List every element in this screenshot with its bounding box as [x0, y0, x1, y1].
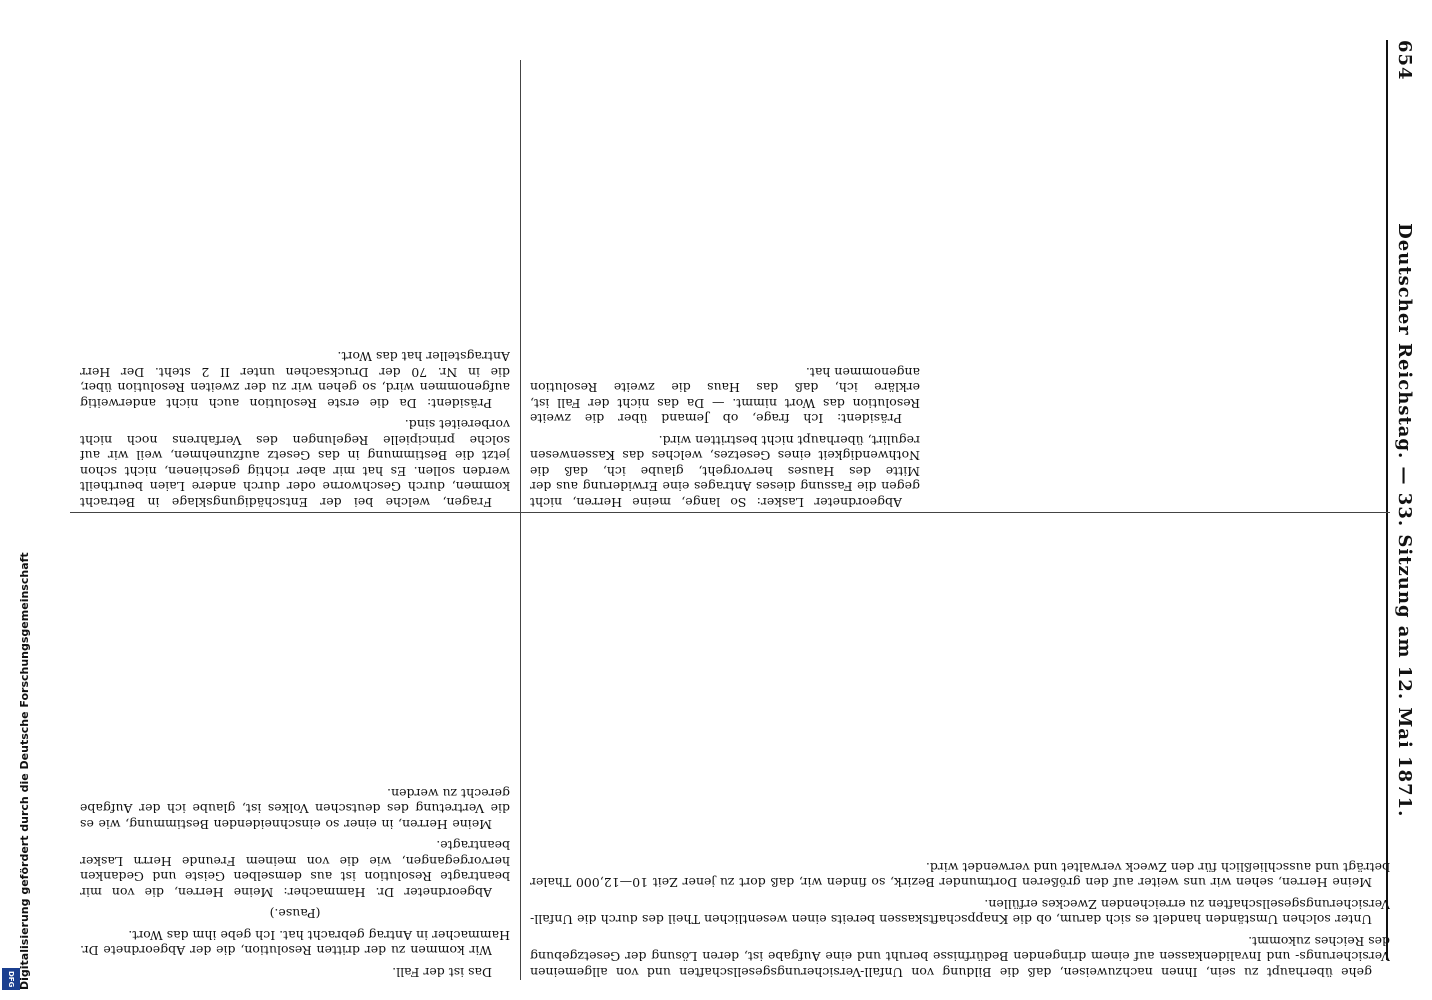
- section-divider: [70, 512, 1390, 513]
- digitization-attribution: Digitalisierung gefördert durch die Deutsche Forschungsgemeinschaft: [18, 552, 31, 990]
- paragraph: Präsident: Da die erste Resolution auch nicht anderweitig aufgenommen wird, so gehen wir zu der zweiten Resolution über, die in Nr. 70 der Drucksachen unter II 2 steht. Der Herr Antragsteller hat das Wort.: [80, 349, 510, 411]
- text-column-a: [80, 60, 510, 510]
- column-divider: [520, 60, 521, 980]
- paragraph: Meine Herren, sehen wir uns weiter auf den größeren Dortmunder Bezirk, so finden wir, daß dort zu jener Zeit 10—12,000 Thaler beträgt und ausschließlich für den Zweck verwaltet und verwendet wird.: [530, 860, 1390, 891]
- paragraph: Das ist der Fall.: [392, 965, 492, 980]
- paragraph: Wir kommen zu der dritten Resolution, die der Abgeordnete Dr. Hammacher in Antrag gebracht hat. Ich gebe ihm das Wort.: [80, 928, 510, 959]
- paragraph: Meine Herren, in einer so einschneidenden Bestimmung, wie es die Vertretung des deutschen Volkes ist, glaube ich der Aufgabe gerecht zu werden.: [80, 786, 510, 832]
- paragraph: Unter solchen Umständen handelt es sich darum, ob die Knappschaftskassen bereits einen wesentlichen Theil des durch die Unfall-Versicherungsgesellschaften zu erreichenden Zweckes erfüllen.: [530, 897, 1390, 928]
- paragraph: Fragen, welche bei der Entschädigungsklage in Betracht kommen, durch Geschworne oder durch andere Laien beurtheilt werden sollen. Es hat mir aber richtig geschienen, nicht schon jetzt die Bestimmung in das Gesetz aufzunehmen, weil wir auf solche principielle Regelungen des Verfahrens noch nicht vorbereitet sind.: [80, 417, 510, 510]
- paragraph: gehe überhaupt zu sein, Ihnen nachzuweisen, daß die Bildung von Unfall-Versicherungsgesellschaften und von allgemeinen Versicherungs- und Invalidenkassen auf einem dringenden Bedürfnisse beruht und eine Aufgabe ist, deren Lösung der Gesetzgebung des Reiches zukommt.: [530, 934, 1390, 980]
- paragraph: Abgeordneter Lasker: So lange, meine Herren, nicht gegen die Fassung dieses Antrages eine Erwiderung aus der Mitte des Hauses hervorgeht, glaube ich, daß die Nothwendigkeit eines Gesetzes, welches das Kassenwesen regulirt, überhaupt nicht bestritten wird.: [530, 433, 920, 510]
- dfg-logo-icon: DFG: [2, 968, 20, 990]
- page-number: 654: [1394, 40, 1416, 81]
- page-header: [1386, 40, 1422, 960]
- pause-note: (Pause.): [269, 906, 321, 922]
- page-title: Deutscher Reichstag. — 33. Sitzung am 12. Mai 1871.: [1394, 223, 1416, 818]
- text-column-d: [530, 520, 1390, 980]
- text-column-c: [80, 520, 510, 980]
- paragraph: Präsident: Ich frage, ob Jemand über die zweite Resolution das Wort nimmt. — Da das nicht der Fall ist, erkläre ich, daß das Haus die zweite Resolution angenommen hat.: [530, 365, 920, 427]
- paragraph: Abgeordneter Dr. Hammacher: Meine Herren, die von mir beantragte Resolution ist aus demselben Geiste und Gedanken hervorgegangen, wie die von meinem Freunde Herrn Lasker beantragte.: [80, 838, 510, 900]
- text-column-b: [530, 60, 920, 510]
